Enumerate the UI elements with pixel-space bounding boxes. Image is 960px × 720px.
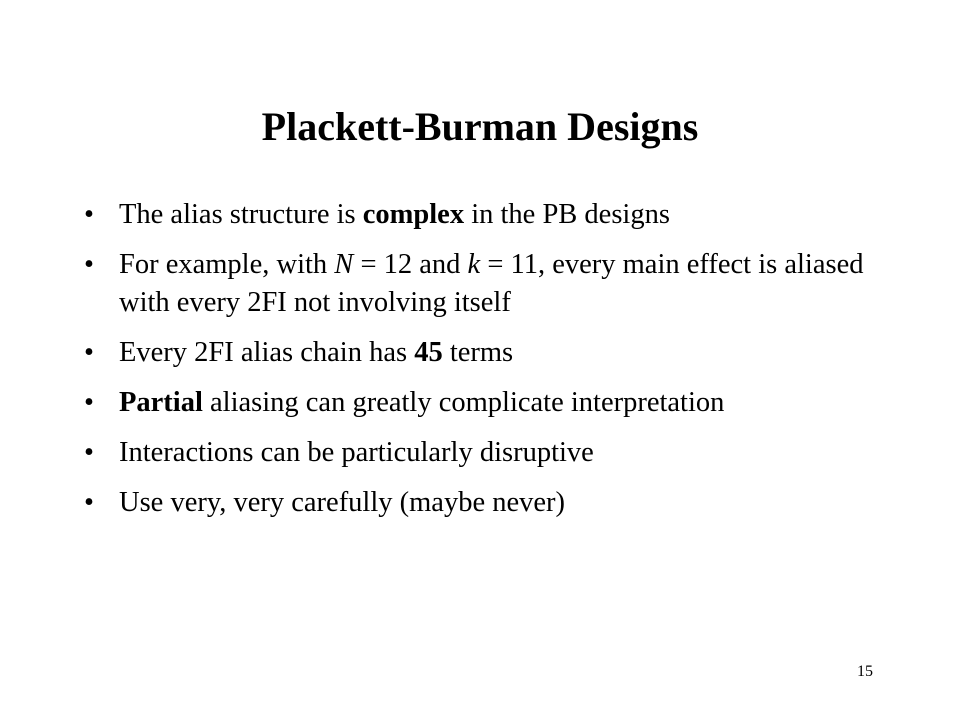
variable-k: k <box>467 249 481 280</box>
bullet-text <box>119 387 724 418</box>
bullet-item <box>84 384 884 422</box>
bullet-list <box>84 196 884 534</box>
text-segment: Every 2FI alias chain has <box>119 337 415 368</box>
bullet-dot: • <box>84 387 94 418</box>
bullet-item <box>84 484 884 522</box>
variable-n: N <box>334 249 354 280</box>
bullet-item <box>84 196 884 234</box>
bullet-text: Interactions can be particularly disruptive <box>119 437 594 468</box>
bullet-dot: • <box>84 249 94 280</box>
slide-title: Plackett-Burman Designs <box>261 104 699 149</box>
bullet-dot: • <box>84 199 94 230</box>
bold-term: 45 <box>414 337 443 368</box>
text-segment: For example, with <box>119 249 335 280</box>
bullet-item <box>84 434 884 472</box>
text-segment: The alias structure is <box>119 199 363 230</box>
text-segment: = 11, every main effect is aliased with every 2FI not involving itself <box>119 249 864 318</box>
page-number: 15 <box>857 663 873 680</box>
text-segment: terms <box>442 337 514 368</box>
text-segment: in the PB designs <box>464 199 670 230</box>
bullet-item <box>84 246 884 322</box>
bullet-item <box>84 334 884 372</box>
bullet-dot: • <box>84 337 94 368</box>
bullet-dot: • <box>84 437 94 468</box>
bold-term: complex <box>362 199 465 230</box>
bullet-text: Use very, very carefully (maybe never) <box>119 487 566 518</box>
bullet-dot: • <box>84 487 94 518</box>
bullet-text <box>119 337 513 368</box>
text-segment: = 12 and <box>353 249 468 280</box>
text-segment: aliasing can greatly complicate interpretation <box>202 387 725 418</box>
bullet-text <box>119 199 670 230</box>
bold-term: Partial <box>119 387 203 418</box>
bullet-text <box>119 249 863 318</box>
